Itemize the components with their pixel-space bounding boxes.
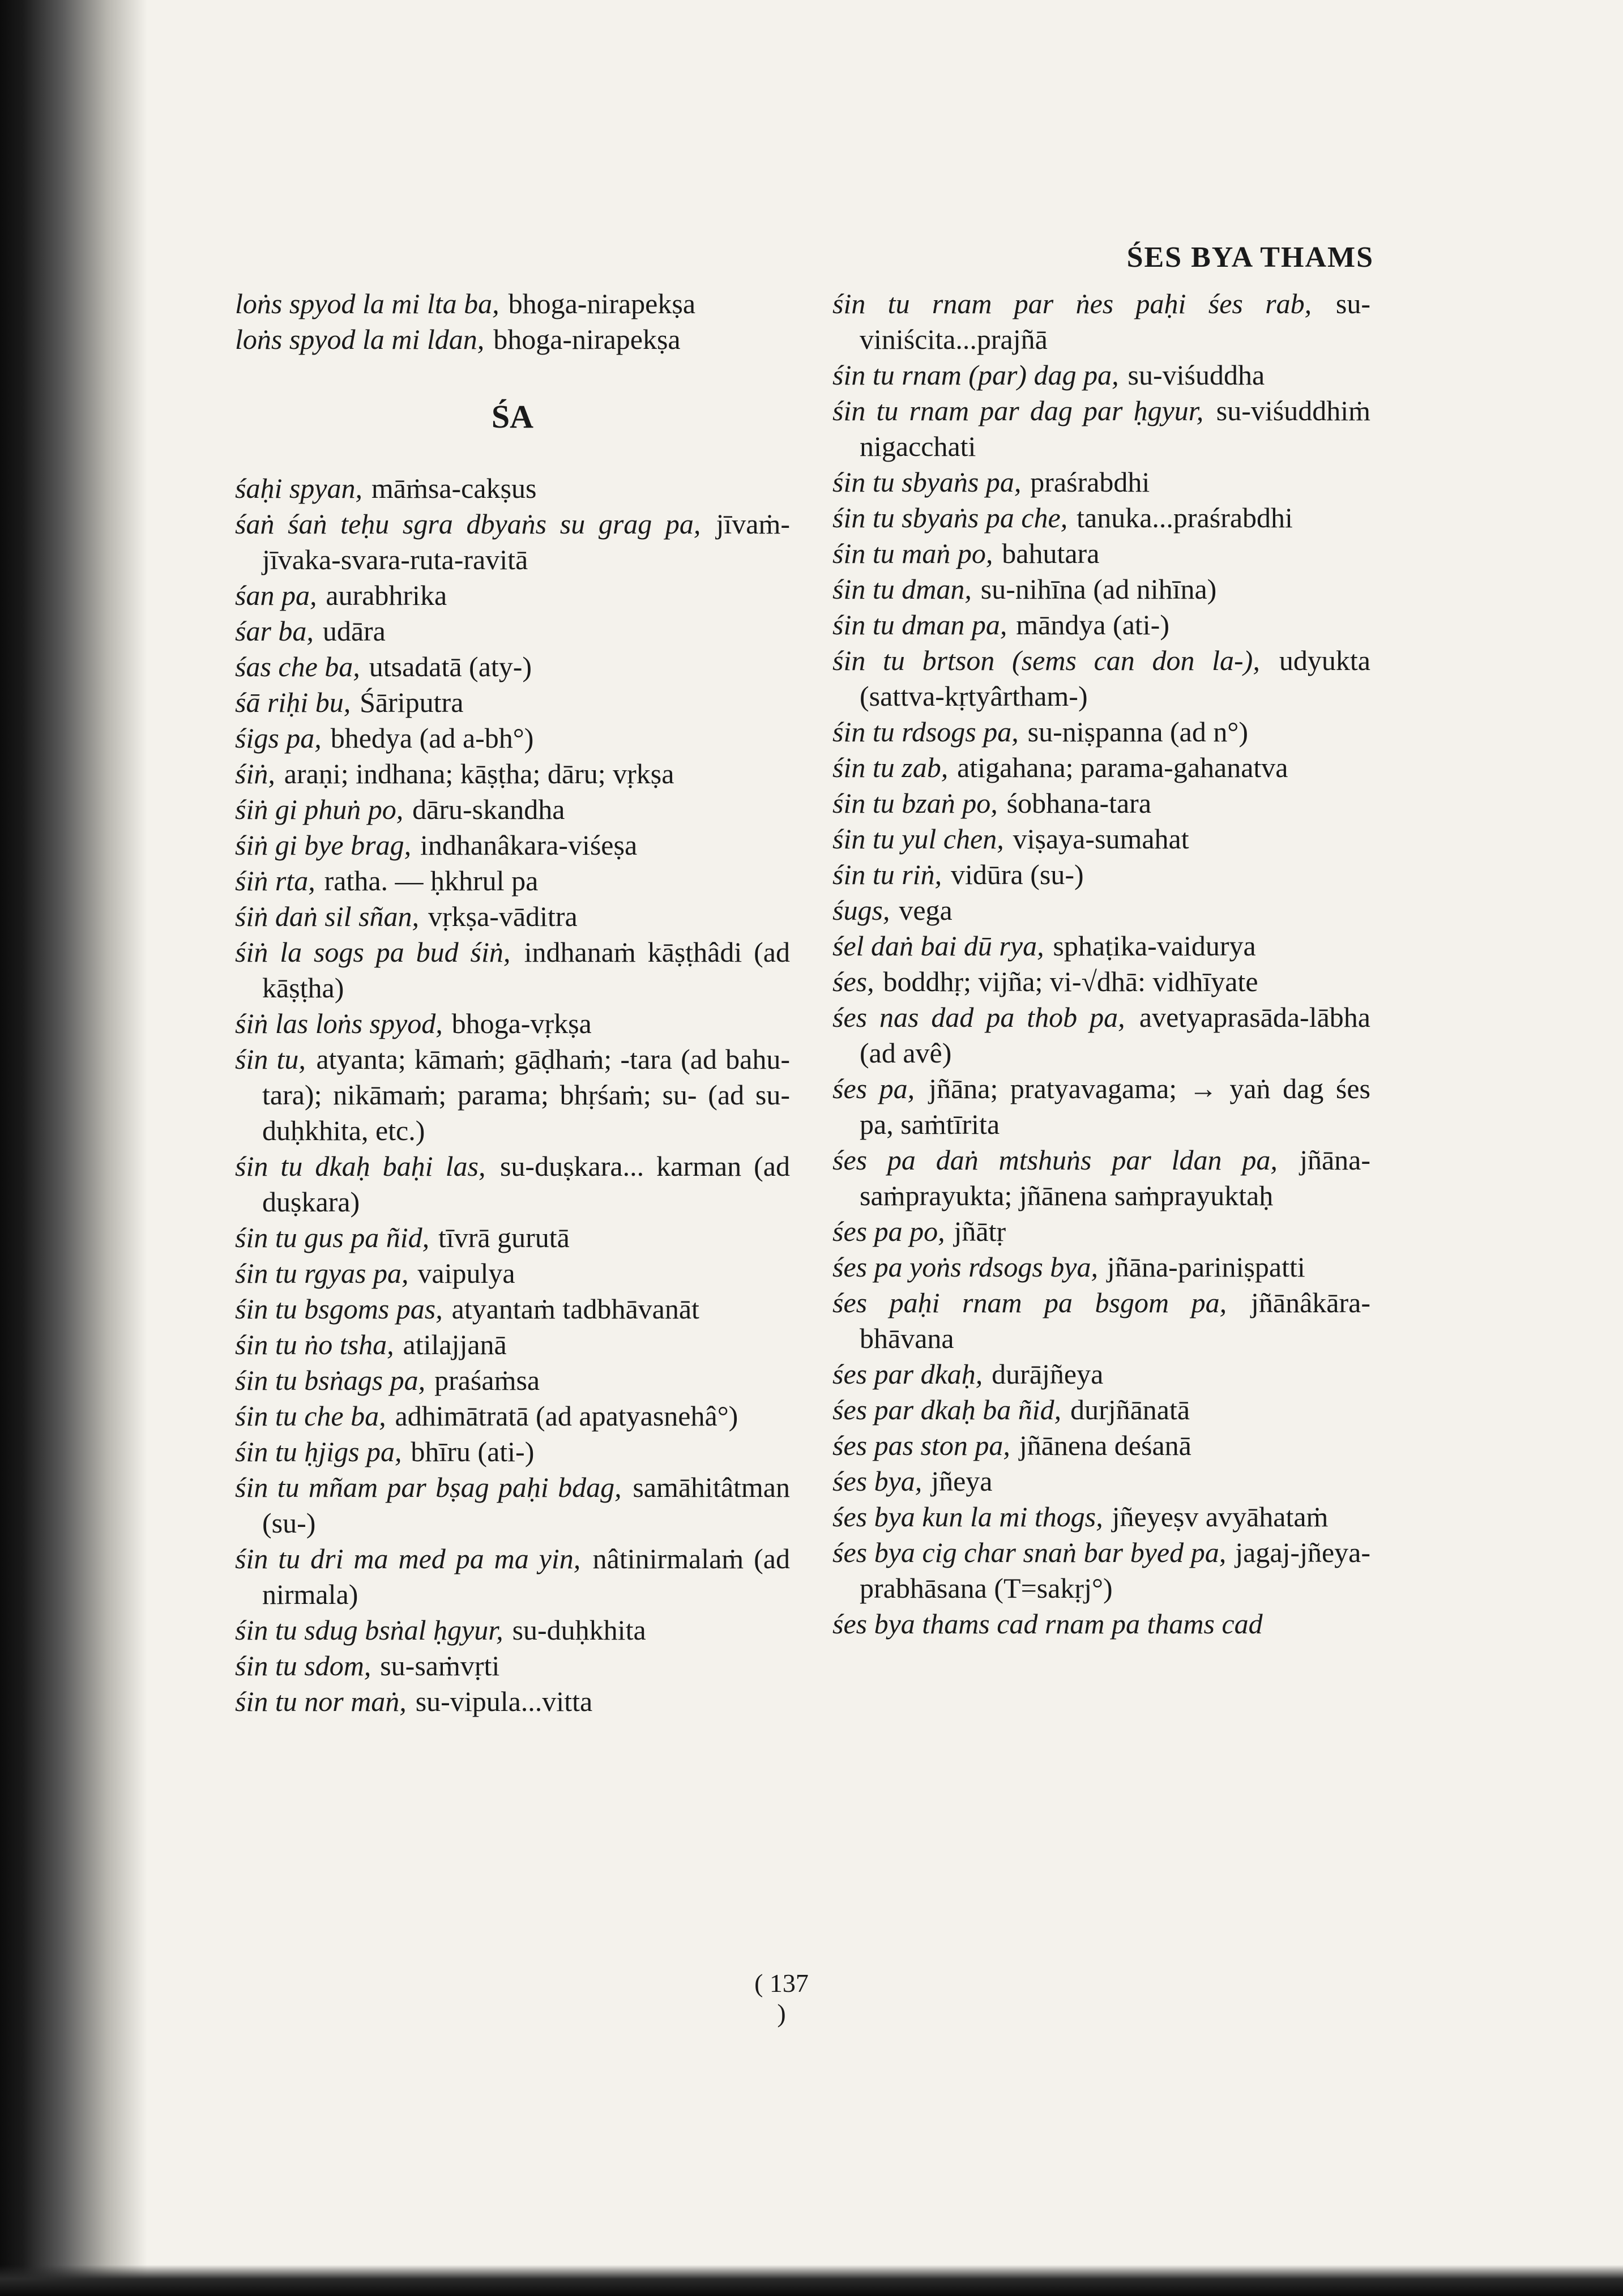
dictionary-entry (832, 1285, 1370, 1356)
sanskrit-equivalent: atigahana; parama-gahanatva (957, 752, 1288, 783)
sanskrit-equivalent: viṣaya-sumahat (1013, 823, 1189, 855)
sanskrit-equivalent: su-viśuddhiṁ nigacchati (860, 395, 1370, 462)
dictionary-entry (235, 322, 790, 357)
tibetan-headword: loṅs spyod la mi ldan, (235, 323, 485, 355)
dictionary-entry (235, 1327, 790, 1363)
right-main-entries (832, 286, 1370, 1642)
tibetan-headword: śiṅ gi bye brag, (235, 829, 412, 861)
dictionary-entry (832, 1535, 1370, 1606)
dictionary-entry (832, 750, 1370, 786)
sanskrit-equivalent: jñānena deśanā (1019, 1429, 1191, 1461)
dictionary-entry (235, 1470, 790, 1541)
dictionary-entry (832, 464, 1370, 500)
tibetan-headword: śin tu yul chen, (832, 823, 1004, 855)
dictionary-entry (832, 1392, 1370, 1428)
tibetan-headword: śiṅ, (235, 758, 275, 789)
tibetan-headword: śin tu ṅo tsha, (235, 1329, 394, 1360)
left-column (235, 286, 790, 1719)
tibetan-headword: śin tu rdsogs pa, (832, 716, 1019, 748)
tibetan-headword: śin tu bzaṅ po, (832, 787, 998, 819)
dictionary-entry (235, 506, 790, 578)
left-main-entries (235, 471, 790, 1719)
dictionary-entry (235, 1220, 790, 1256)
sanskrit-equivalent: avetyaprasāda-lābha (ad avê) (860, 1001, 1370, 1069)
sanskrit-equivalent: jñeyeṣv avyāhataṁ (1112, 1501, 1329, 1533)
sanskrit-equivalent: su-viniścita...prajñā (860, 288, 1371, 355)
tibetan-headword: śaṅ śaṅ teḥu sgra dbyaṅs su grag pa, (235, 508, 701, 540)
sanskrit-equivalent: udyukta (sattva-kṛtyârtham-) (860, 645, 1370, 712)
tibetan-headword: śes bya kun la mi thogs, (832, 1501, 1103, 1533)
sanskrit-equivalent: bahutara (1002, 537, 1100, 569)
dictionary-entry (235, 1363, 790, 1398)
sanskrit-equivalent: bhoga-nirapekṣa (493, 323, 681, 355)
tibetan-headword: śiṅ la sogs pa bud śiṅ, (235, 936, 511, 968)
sanskrit-equivalent: durjñānatā (1070, 1394, 1190, 1426)
dictionary-entry (235, 1256, 790, 1291)
sanskrit-equivalent: vega (899, 894, 953, 926)
tibetan-headword: śaḥi spyan, (235, 472, 362, 504)
tibetan-headword: śin tu zab, (832, 752, 949, 783)
tibetan-headword: śin tu rgyas pa, (235, 1257, 409, 1289)
sanskrit-equivalent: praśaṁsa (434, 1364, 540, 1396)
sanskrit-equivalent: jagaj-jñeya-prabhāsana (T=sakṛj°) (860, 1537, 1370, 1604)
dictionary-entry (832, 286, 1370, 357)
sanskrit-equivalent: māndya (ati-) (1016, 609, 1169, 641)
dictionary-entry (832, 714, 1370, 750)
sanskrit-equivalent: boddhṛ; vijña; vi-√dhā: vidhīyate (883, 966, 1258, 997)
sanskrit-equivalent: indhanaṁ kāṣṭhâdi (ad kāṣṭha) (262, 936, 790, 1004)
dictionary-entry (832, 928, 1370, 964)
tibetan-headword: śin tu che ba, (235, 1400, 386, 1432)
sanskrit-equivalent: dāru-skandha (412, 793, 565, 825)
tibetan-headword: śin tu bsgoms pas, (235, 1293, 443, 1325)
sanskrit-equivalent: bhoga-nirapekṣa (508, 288, 696, 319)
sanskrit-equivalent: su-saṁvṛti (380, 1650, 500, 1682)
dictionary-entry (832, 964, 1370, 1000)
dictionary-entry (235, 613, 790, 649)
dictionary-entry (235, 1006, 790, 1042)
sanskrit-equivalent: śobhana-tara (1006, 787, 1152, 819)
sanskrit-equivalent: adhimātratā (ad apatyasnehâ°) (395, 1400, 738, 1432)
dictionary-entry (235, 1291, 790, 1327)
tibetan-headword: śin tu, (235, 1043, 306, 1075)
tibetan-headword: śin tu riṅ, (832, 859, 942, 890)
tibetan-headword: śin tu dri ma med pa ma yin, (235, 1543, 581, 1574)
dictionary-entry (235, 1042, 790, 1149)
dictionary-entry (832, 821, 1370, 857)
sanskrit-equivalent: māṁsa-cakṣus (371, 472, 537, 504)
section-head: ŚA (491, 398, 534, 435)
right-column (832, 286, 1370, 1642)
tibetan-headword: śin tu rnam (par) dag pa, (832, 359, 1119, 391)
sanskrit-equivalent: samāhitâtman (su-) (262, 1471, 790, 1539)
dictionary-entry (832, 357, 1370, 393)
dictionary-entry (832, 1000, 1370, 1071)
tibetan-headword: śin tu sbyaṅs pa, (832, 466, 1022, 498)
tibetan-headword: śes paḥi rnam pa bsgom pa, (832, 1287, 1227, 1318)
dictionary-entry (235, 286, 790, 322)
sanskrit-equivalent: atyanta; kāmaṁ; gāḍhaṁ; -tara (ad bahu-tara); nikāmaṁ; parama; bhṛśaṁ; su- (ad su-duḥkhita, etc.) (262, 1043, 790, 1146)
sanskrit-equivalent: sphaṭika-vaidurya (1053, 930, 1256, 962)
dictionary-entry (832, 607, 1370, 643)
dictionary-entry (235, 899, 790, 934)
sanskrit-equivalent: durājñeya (992, 1358, 1104, 1390)
sanskrit-equivalent: vidūra (su-) (951, 859, 1084, 890)
scan-edge-shadow-left (0, 0, 147, 2296)
sanskrit-equivalent: bhoga-vṛkṣa (451, 1008, 592, 1039)
tibetan-headword: śes pa po, (832, 1215, 945, 1247)
tibetan-headword: śes par dkaḥ, (832, 1358, 983, 1390)
sanskrit-equivalent: jīvaṁ-jīvaka-svara-ruta-ravitā (262, 508, 790, 575)
page-number: ( 137 ) (754, 1969, 809, 2028)
tibetan-headword: śiṅ daṅ sil sñan, (235, 901, 420, 932)
dictionary-entry (832, 500, 1370, 536)
sanskrit-equivalent: araṇi; indhana; kāṣṭha; dāru; vṛkṣa (284, 758, 674, 789)
tibetan-headword: śes bya thams cad rnam pa thams cad (832, 1608, 1263, 1640)
tibetan-headword: śin tu brtson (sems can don la-), (832, 645, 1260, 676)
dictionary-entry (832, 1071, 1370, 1142)
sanskrit-equivalent: atilajjanā (403, 1329, 507, 1360)
tibetan-headword: śiṅ rta, (235, 865, 315, 897)
sanskrit-equivalent: su-vipula...vitta (415, 1685, 593, 1717)
sanskrit-equivalent: bhīru (ati-) (411, 1436, 535, 1467)
dictionary-entry (832, 1356, 1370, 1392)
tibetan-headword: śiṅ gi phuṅ po, (235, 793, 404, 825)
dictionary-entry (832, 571, 1370, 607)
sanskrit-equivalent: su-duṣkara... karman (ad duṣkara) (262, 1150, 790, 1218)
sanskrit-equivalent: aurabhrika (326, 579, 447, 611)
scan-edge-shadow-bottom (0, 2265, 1623, 2296)
dictionary-entry (832, 893, 1370, 928)
dictionary-entry (235, 1398, 790, 1434)
sanskrit-equivalent: ratha. — ḥkhrul pa (324, 865, 539, 897)
tibetan-headword: śas che ba, (235, 651, 360, 682)
dictionary-entry (832, 1249, 1370, 1285)
tibetan-headword: śigs pa, (235, 722, 322, 754)
dictionary-entry (832, 1499, 1370, 1535)
tibetan-headword: śar ba, (235, 615, 314, 647)
tibetan-headword: śā riḥi bu, (235, 686, 351, 718)
dictionary-entry (235, 934, 790, 1006)
sanskrit-equivalent: jñātṛ (954, 1215, 1006, 1247)
dictionary-entry (235, 827, 790, 863)
dictionary-entry (832, 1463, 1370, 1499)
dictionary-entry (832, 643, 1370, 714)
dictionary-entry (832, 857, 1370, 893)
running-head: ŚES BYA THAMS (1126, 241, 1374, 274)
tibetan-headword: śin tu dkaḥ baḥi las, (235, 1150, 486, 1182)
dictionary-entry (832, 786, 1370, 821)
tibetan-headword: śin tu dman, (832, 573, 972, 605)
tibetan-headword: śin tu dman pa, (832, 609, 1007, 641)
dictionary-entry (235, 685, 790, 720)
left-top-entries (235, 286, 790, 357)
tibetan-headword: śes pa yoṅs rdsogs bya, (832, 1251, 1098, 1283)
tibetan-headword: śin tu sbyaṅs pa che, (832, 502, 1068, 534)
dictionary-entry (235, 649, 790, 685)
tibetan-headword: śin tu rnam par dag par ḥgyur, (832, 395, 1204, 426)
dictionary-entry (832, 1142, 1370, 1214)
sanskrit-equivalent: Śāriputra (360, 686, 464, 718)
sanskrit-equivalent: jñānâkāra-bhāvana (860, 1287, 1370, 1354)
tibetan-headword: śin tu nor maṅ, (235, 1685, 407, 1717)
dictionary-entry (235, 792, 790, 827)
tibetan-headword: śin tu rnam par ṅes paḥi śes rab, (832, 288, 1312, 319)
tibetan-headword: śes nas dad pa thob pa, (832, 1001, 1125, 1033)
dictionary-entry (235, 756, 790, 792)
sanskrit-equivalent: tīvrā gurutā (438, 1222, 570, 1253)
sanskrit-equivalent: su-duḥkhita (512, 1614, 646, 1646)
sanskrit-equivalent: utsadatā (aty-) (369, 651, 532, 682)
dictionary-entry (235, 863, 790, 899)
sanskrit-equivalent: vṛkṣa-vāditra (428, 901, 578, 932)
sanskrit-equivalent: praśrabdhi (1030, 466, 1150, 498)
dictionary-entry (235, 1612, 790, 1648)
dictionary-entry (832, 393, 1370, 464)
sanskrit-equivalent: jñāna-pariniṣpatti (1107, 1251, 1305, 1283)
tibetan-headword: śes pa, (832, 1073, 915, 1104)
tibetan-headword: śel daṅ bai dū rya, (832, 930, 1044, 962)
tibetan-headword: śes par dkaḥ ba ñid, (832, 1394, 1062, 1426)
tibetan-headword: śan pa, (235, 579, 317, 611)
sanskrit-equivalent: tanuka...praśrabdhi (1077, 502, 1293, 534)
tibetan-headword: śes bya cig char snaṅ bar byed pa, (832, 1537, 1227, 1568)
sanskrit-equivalent: jñāna-saṁprayukta; jñānena saṁprayuktaḥ (860, 1144, 1371, 1211)
sanskrit-equivalent: udāra (322, 615, 386, 647)
tibetan-headword: śes, (832, 966, 874, 997)
dictionary-entry (235, 1434, 790, 1470)
tibetan-headword: śin tu mñam par bṣag paḥi bdag, (235, 1471, 622, 1503)
tibetan-headword: loṅs spyod la mi lta ba, (235, 288, 499, 319)
dictionary-entry (235, 471, 790, 506)
tibetan-headword: śes pa daṅ mtshuṅs par ldan pa, (832, 1144, 1278, 1176)
tibetan-headword: śin tu sdom, (235, 1650, 371, 1682)
tibetan-headword: śin tu gus pa ñid, (235, 1222, 430, 1253)
dictionary-entry (235, 1648, 790, 1684)
tibetan-headword: śes pas ston pa, (832, 1429, 1010, 1461)
dictionary-entry (832, 1606, 1370, 1642)
tibetan-headword: śin tu sdug bsṅal ḥgyur, (235, 1614, 503, 1646)
sanskrit-equivalent: atyantaṁ tadbhāvanāt (451, 1293, 699, 1325)
sanskrit-equivalent: su-viśuddha (1127, 359, 1265, 391)
sanskrit-equivalent: jñāna; pratyavagama; → yaṅ dag śes pa, saṁtīrita (860, 1073, 1370, 1140)
tibetan-headword: śin tu maṅ po, (832, 537, 993, 569)
dictionary-entry (235, 1541, 790, 1612)
tibetan-headword: śin tu bsṅags pa, (235, 1364, 426, 1396)
sanskrit-equivalent: su-nihīna (ad nihīna) (980, 573, 1217, 605)
dictionary-entry (235, 1684, 790, 1719)
sanskrit-equivalent: nâtinirmalaṁ (ad nirmala) (262, 1543, 790, 1610)
dictionary-entry (832, 1428, 1370, 1463)
dictionary-entry (235, 1149, 790, 1220)
dictionary-entry (832, 536, 1370, 571)
sanskrit-equivalent: su-niṣpanna (ad n°) (1027, 716, 1249, 748)
sanskrit-equivalent: indhanâkara-viśeṣa (420, 829, 638, 861)
sanskrit-equivalent: vaipulya (417, 1257, 515, 1289)
dictionary-entry (235, 720, 790, 756)
sanskrit-equivalent: bhedya (ad a-bh°) (330, 722, 534, 754)
tibetan-headword: śiṅ las loṅs spyod, (235, 1008, 443, 1039)
sanskrit-equivalent: jñeya (931, 1465, 993, 1497)
tibetan-headword: śugs, (832, 894, 890, 926)
dictionary-entry (235, 578, 790, 613)
tibetan-headword: śes bya, (832, 1465, 922, 1497)
dictionary-entry (832, 1214, 1370, 1249)
tibetan-headword: śin tu ḥjigs pa, (235, 1436, 402, 1467)
